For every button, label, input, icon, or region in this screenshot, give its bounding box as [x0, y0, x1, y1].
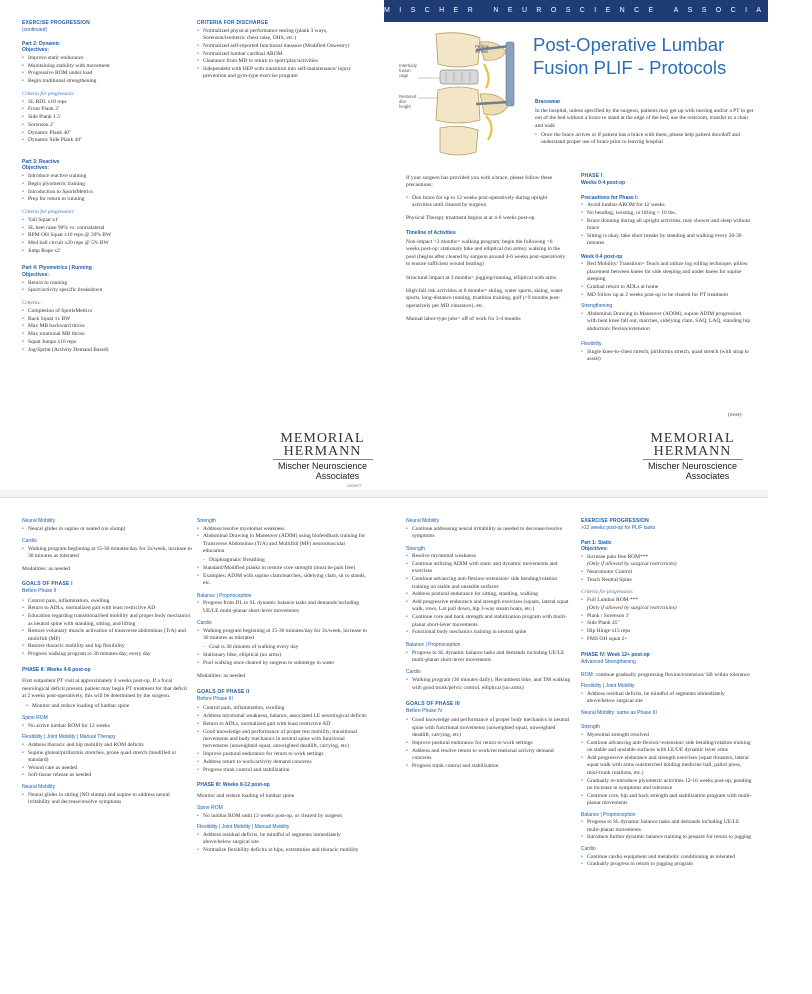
section-heading: CRITERIA FOR DISCHARGE	[197, 20, 269, 26]
list-item: • Control pain, inflammation, swelling	[22, 598, 192, 605]
list-item: • FMS OH squat 2+	[581, 636, 753, 643]
list-item: • Address residual deficits, be mindful of segments immediately above/below surgical site	[197, 832, 367, 847]
list-item: • Once the brace arrives or if patient has a brace with them, please help patient don/doff and understand proper use of brace prior to leaving hospital	[535, 132, 755, 147]
list-item: • Improve postural endurance for return to work settings	[197, 751, 367, 758]
list-item: • Prep for return to running	[22, 196, 172, 203]
list-item: • Begin traditional strengthening	[22, 78, 172, 85]
list-item: • Soft-tissue release as needed	[22, 772, 192, 779]
list-item: • Examples: ADIM with supine clam/marches, sidelying clam, sit to stands, etc.	[197, 573, 367, 588]
paragraph	[581, 672, 753, 679]
logo-divider	[273, 459, 373, 460]
list-item: • Progress to SL dynamic balance tasks and demands including UE/LE multi-planar short-lever movements	[406, 650, 571, 665]
list-item: • Dynamic Plank 40"	[22, 130, 172, 137]
list-item: • Address residual deficits, be mindful of segments immediately above/below surgical site	[581, 691, 753, 706]
list-item: • Functional body mechanics training in neutral spine	[406, 629, 571, 636]
list-item: • Walking program beginning at 15-30 minutes/day for 3x/week, increase to 30 minutes as tolerated	[22, 546, 192, 561]
page-title	[533, 33, 763, 79]
paragraph: Modalities: as needed	[197, 673, 245, 680]
list-item: • Address myotomal weakness, balance, associated LE neurological deficits	[197, 713, 367, 720]
document-code: 20C0977	[347, 484, 362, 488]
list-item: • Max MB backward throw	[22, 323, 172, 330]
criteria-label: Criteria for progression:	[22, 90, 75, 97]
phase-weeks: Weeks 0-4 post-op	[581, 179, 626, 186]
sub-list	[203, 644, 367, 651]
list-item: • Normalized lumbar cardinal AROM	[197, 51, 367, 58]
criteria-list	[22, 99, 172, 145]
paragraph: If your surgeon has provided you with a brace, please follow these precautions:	[406, 175, 553, 189]
list-item: • Continue core and back strength and stabilization program with multi-planar short-lever movements	[406, 614, 571, 629]
sub-list	[203, 557, 367, 564]
list-item: • Progress walking program to 30 minutes/day, every day	[22, 651, 192, 658]
list-item: • Good knowledge and performance of proper body mechanics in neutral spine with functional movements (unweighted squat, unweighted deadlift, carrying, etc)	[406, 717, 571, 739]
list-item: • Plank / Sorenson 1'	[581, 613, 753, 620]
goals-list	[406, 717, 571, 770]
logo-line: HERMANN	[283, 444, 362, 459]
list-item: • Wound care as needed	[22, 765, 192, 772]
objectives-list	[22, 55, 172, 86]
item-text: Increase pain free ROM***	[587, 554, 649, 560]
objectives-label: Objectives:	[22, 165, 49, 172]
list-item: • Normalized physical performance testing (plank 3 ways, Sorenson/isometric chest raise, OHS, etc.)	[197, 28, 367, 43]
logo-line: Mischer Neuroscience	[647, 461, 738, 471]
precautions-column	[406, 173, 566, 326]
list	[22, 723, 192, 730]
list-item: • Myotomal strength resolved	[581, 732, 753, 739]
logo-divider	[643, 459, 743, 460]
list-item: • Walking program beginning at 15-30 minutes/day for 3x/week, increase to 30 minutes as tolerated	[197, 628, 367, 643]
list-item: • Address/resolve myotomal weakness	[197, 526, 367, 533]
list-item: • Progress from DL to SL dynamic balance tasks and demands including UE/LE multi-planar short-lever movements	[197, 600, 367, 615]
objectives-list	[22, 280, 172, 295]
paragraph: In the hospital, unless specified by the surgeon, patients may get up with nursing and/or a PT to get out of the bed without a brace to stand at the edge of the bed, use the restroom, transfer to a chair and walk	[535, 107, 754, 129]
criteria-label: Criteria:	[22, 299, 41, 306]
list-item: • Continue advancing anti-flexion/-extension/ side bending/rotation training on stable and unstable surfaces with LE/UE dynamic lever arms	[581, 740, 753, 755]
list-item: • SL RDL x10 reps	[22, 99, 172, 106]
list-item: • Don brace for up to 12 weeks post-operatively during upright activities until cleared by surgeon	[406, 195, 566, 210]
section-heading: Strengthening	[581, 303, 613, 310]
list-item: • Walking program (30 minutes daily), Recumbent bike, and TM walking with good trunk/pelvic control, elliptical (no arms)	[406, 677, 571, 692]
objectives-list	[581, 554, 753, 584]
list-item: • Introduce further dynamic balance training to prepare for return to jogging	[581, 834, 753, 841]
memorial-hermann-logo	[270, 432, 375, 481]
paragraph: Modalities: as needed	[22, 565, 70, 572]
paragraph: Monitor and reduce loading of lumbar spine	[197, 792, 295, 799]
list-item: • Stationary bike, elliptical (no arms)	[197, 652, 367, 659]
list-item: • No active lumbar ROM for 12 weeks	[22, 723, 192, 730]
section-heading: Neural Mobility: same as Phase III	[581, 709, 657, 716]
section-heading: Flexibility | Joint Mobility | Manual Therapy	[22, 734, 116, 741]
section-subheading: Advanced Strengthening	[581, 658, 636, 665]
list-item: • Restore thoracic mobility and hip flexibility	[22, 643, 192, 650]
section-heading: Timeline of Activities	[406, 230, 456, 237]
list-item: • Address postural endurance for sitting, standing, walking	[406, 591, 571, 598]
list	[197, 813, 367, 820]
list-item	[581, 597, 753, 612]
list-item: • Side Plank 45"	[581, 620, 753, 627]
part-title: Part 4: Plyometrics | Running	[22, 265, 92, 272]
list-item: • Max rotational MB throw	[22, 331, 172, 338]
logo-line: HERMANN	[653, 444, 732, 459]
list-item: • Begin plyometric training	[22, 181, 172, 188]
vertebra-upper	[436, 33, 506, 67]
top-left-column	[22, 20, 172, 354]
criteria-list	[581, 597, 753, 643]
list-item: • SL heel raise 90% vs. contralateral	[22, 225, 172, 232]
paragraph: Physical Therapy treatment begins at at 4-6 weeks post-op	[406, 214, 535, 221]
section-heading: Strength	[197, 518, 216, 524]
list	[406, 526, 571, 541]
list-item: • Return to ADLs, normalized gait with least restrictive AD	[22, 605, 192, 612]
strengthening-list	[581, 311, 751, 333]
list-item: • Restore voluntary muscle activation of transverse abdominus (TrA) and multifidi (MF)	[22, 628, 192, 643]
list-item	[581, 554, 753, 569]
section-heading: GOALS OF PHASE I	[22, 581, 73, 588]
vertebra-lower	[436, 87, 508, 155]
list-item: - Goal is 30 minutes of walking every day	[203, 644, 367, 651]
bottom-sheet	[0, 497, 768, 994]
section-subheading: Before Phase III	[197, 695, 233, 702]
list	[581, 691, 753, 706]
section-heading: Cardio	[406, 669, 421, 676]
section-heading: Precautions for Phase I:	[581, 194, 639, 201]
section-heading: EXERCISE PROGRESSION	[22, 20, 90, 26]
paragraph: Non-impact <3 months= walking program; begin the following >6 weeks post-op: stationary bike and elliptical (no arms); walking in the pool (begins after cleared by surgeon around 4-6 weeks post-operatively to ensure sufficient wound healing)	[406, 238, 566, 268]
list-item: • Dynamic Side Plank 40"	[22, 137, 172, 144]
list-item: • Address and resolve return to work/recreational activity demand concerns	[406, 748, 571, 763]
section-heading: PHASE III: Weeks 8-12 post-op	[197, 781, 270, 788]
list-item: • Gradual return to ADLs at home	[581, 284, 751, 291]
section-heading: GOALS OF PHASE II	[197, 688, 250, 695]
list-item: • Jump Rope x2'	[22, 248, 172, 255]
list-item: • Progressive ROM under load	[22, 70, 172, 77]
list-item: • Improve static endurance	[22, 55, 172, 62]
paragraph: Manual labor-type jobs= off of work for 3-4 months	[406, 316, 521, 323]
list-item: • Front Plank 2'	[22, 106, 172, 113]
discharge-column	[197, 20, 367, 81]
list	[581, 854, 753, 869]
title-line: Post-Operative Lumbar	[533, 34, 725, 55]
list-item: • Side Plank 1.5'	[22, 114, 172, 121]
list-item: • Improve postural endurance for return to work settings	[406, 740, 571, 747]
section-heading: PHASE II: Weeks 4-8 post-op	[22, 666, 91, 673]
part-title: Part 2: Dynamic	[22, 40, 60, 47]
list-item: • Med ball circuit x20 reps @ 5% BW	[22, 240, 172, 247]
section-heading: Flexibility | Joint Mobility	[581, 683, 635, 690]
bottom-column-4	[581, 518, 753, 869]
list-item: • Teach Neutral Spine	[581, 577, 753, 584]
criteria-list	[22, 217, 172, 255]
bracewear-section	[535, 99, 755, 147]
logo-line: Associates	[685, 471, 730, 481]
section-heading: Cardio	[197, 620, 212, 627]
list-item: • RPM OH Squat x10 reps @ 20% BW	[22, 232, 172, 239]
bottom-column-2	[197, 518, 367, 855]
list-item: • Sport/activity specific breakdown	[22, 287, 172, 294]
list-item: • Resolve myotomal weakness	[406, 553, 571, 560]
list-item: • Progress trunk control and stabilization	[406, 763, 571, 770]
list	[406, 553, 571, 636]
list-item: • Bed Mobility/ Transition= Teach and utilize log rolling technique; pillow placement between knees for side sleeping and under knees for supine sleeping	[581, 261, 751, 283]
section-heading: Neural Mobility	[22, 518, 56, 524]
criteria-list	[22, 308, 172, 354]
criteria-label: Criteria for progression:	[581, 589, 634, 596]
logo-line: Mischer Neuroscience	[277, 461, 368, 471]
list-item: • Single knee-to-chest stretch, piriformis stretch, quad stretch (with strap to assist)	[581, 349, 751, 364]
list-item: • Introduction to SportsMetrics	[22, 189, 172, 196]
interbody-cage	[440, 70, 478, 84]
flexibility-list	[581, 349, 751, 364]
figure-label-pedicle: Pedicle screws	[475, 44, 490, 54]
restriction-note: (Only if allowed by surgical restrictions)	[587, 561, 677, 568]
paragraph: Structural impact at 3 months= jogging/running, elliptical with arms	[406, 274, 557, 281]
list-item: • Normalized self-reported functional measure (Modified Oswestry)	[197, 43, 367, 50]
item-text: Full Lumbar ROM ***	[587, 597, 639, 604]
list-item: • Control pain, inflammation, swelling	[197, 705, 367, 712]
list-item: • Independent with HEP with transition into self-maintenance/ injury prevention and gym-type exercise program	[197, 66, 367, 81]
rom-label: ROM:	[581, 671, 595, 678]
list	[197, 652, 367, 667]
discharge-list	[197, 28, 367, 81]
list-item: • Supine gluteal/piriformis stretches, prone quad stretch (modified or standard)	[22, 750, 192, 765]
list-item: • Normalize flexibility deficits in hips, extremities and thoracic mobility	[197, 847, 367, 854]
objectives-list	[22, 173, 172, 204]
list-item: • Standard/Modified planks to restore core strength (must be pain free)	[197, 565, 367, 572]
list-item: • Neural glides in supine or seated (no slump)	[22, 526, 192, 533]
list-item: • Education regarding transitional/bed mobility and proper body mechanics as neutral spine with standing, sitting, and lifting	[22, 613, 192, 628]
list-item: • No bending, twisting, or lifting > 10 lbs.	[581, 210, 751, 217]
list	[197, 565, 367, 588]
org-banner: MISCHER NEUROSCIENCE ASSOCIATES	[384, 0, 768, 22]
list-item: • Return to ADLs, normalized gait with least restrictive AD	[197, 721, 367, 728]
logo-line: MEMORIAL	[650, 431, 735, 446]
list-item: • Completion of SportsMetrics	[22, 308, 172, 315]
bottom-column-1	[22, 518, 192, 807]
list	[26, 703, 192, 710]
bottom-column-3	[406, 518, 571, 771]
section-subheading: Before Phase II	[22, 587, 57, 594]
section-subheading: >12 weeks post-op for PLIF tasks	[581, 524, 656, 531]
list-item: • Progress trunk control and stabilization	[197, 767, 367, 774]
list-item: • Hip Hinge x15 reps	[581, 628, 753, 635]
list-item: • Progress to SL dynamic balance tasks and demands including UE/LE multi-planar movements	[581, 819, 753, 834]
objectives-label: Objectives:	[22, 47, 49, 54]
objectives-label: Objectives:	[581, 546, 608, 553]
list-item: • Sitting is okay, take short breaks by standing and walking every 20-30 minutes	[581, 233, 751, 248]
list	[197, 832, 367, 855]
list-item: • Maintaining stability with movement	[22, 63, 172, 70]
list-item: • Continue core, hip and back strength and stabilization program with multi-planar movements	[581, 793, 753, 808]
list-item: • Back Squat 1x BW	[22, 316, 172, 323]
list-item: • Return to running	[22, 280, 172, 287]
list	[406, 650, 571, 665]
list-item: • Clearance from MD to return to sport/play/activities	[197, 58, 367, 65]
precautions-list	[581, 202, 751, 247]
goals-list	[197, 705, 367, 774]
list	[22, 792, 192, 807]
part-title: Part 1: Static	[581, 539, 612, 546]
week-list	[581, 261, 751, 299]
list	[22, 742, 192, 780]
list-item: • Address return to work/activity demand concerns	[197, 759, 367, 766]
list	[406, 677, 571, 692]
list-item: • Pool walking once cleared by surgeon to submerge in water	[197, 660, 367, 667]
section-heading: Strength	[581, 724, 600, 731]
list-item: • Abdominal Drawing in Maneuver (ADIM) using biofeedback training for Transverse Abdominus (TrA) and Multifidi (MF) neuromuscular education	[197, 533, 367, 555]
list-item: • Continue addressing neural irritability as needed to decrease/resolve symptoms	[406, 526, 571, 541]
list-item: • Introduce reactive training	[22, 173, 172, 180]
section-heading: Flexibility	[581, 341, 602, 348]
list-item: • Brace donning during all upright activities, may shower and sleep without brace	[581, 218, 751, 233]
section-heading: Spine ROM	[22, 714, 48, 721]
section-heading: EXERCISE PROGRESSION	[581, 518, 649, 524]
section-subheading: Before Phase IV	[406, 707, 443, 714]
objectives-label: Objectives:	[22, 272, 49, 278]
list-item: • No lumbar ROM until 12 weeks post-op, or cleared by surgeon	[197, 813, 367, 820]
section-heading: Balance | Proprioception	[581, 811, 636, 818]
section-heading: Cardio	[581, 845, 596, 852]
goals-list	[22, 598, 192, 659]
brace-list	[406, 195, 566, 210]
list-item: • MD follow up at 2 weeks post-op to be cleared for PT treatment	[581, 292, 751, 299]
list-item: • Abdominal Drawing in Maneuver (ADIM), supine ADIM progression with bent knee fall out, marches, sidelying clam, SAQ, LAQ, standing hip abduction/ flexion/extension	[581, 311, 751, 333]
memorial-hermann-logo	[640, 432, 745, 481]
section-heading: Cardio	[22, 538, 37, 545]
title-line: Fusion PLIF - Protocols	[533, 57, 727, 78]
section-heading: Strength	[406, 545, 425, 552]
over-note: (over)	[728, 412, 742, 418]
list	[22, 546, 192, 561]
list-item: • Avoid lumbar AROM for 12 weeks	[581, 202, 751, 209]
phase-one-column	[581, 173, 751, 364]
list-item: • Add progressive endurance and strength exercises (squat thrusters, lateral squat walk with arms outstretched holding medicine ball, pallof press, mini-trunk rotations, etc.)	[581, 755, 753, 777]
list	[197, 628, 367, 643]
section-heading: GOALS OF PHASE III	[406, 700, 460, 707]
list-item: • Add progressive endurance and strength exercises (squats, lateral squat walk, rows, Lat pull down, hip 3-way steam boats, etc.)	[406, 599, 571, 614]
list-item: • Continue utilizing ADIM with static and dynamic movements and exercises	[406, 561, 571, 576]
paragraph: First outpatient PT visit at approximately 4 weeks post-op. If a focal neurological deficit present, patient may begin PT treatment for that deficit at 2 weeks post-operatively, this will be determined by the surgeon.	[22, 678, 187, 700]
list-item: • Continue cardio equipment and metabolic conditioning as tolerated	[581, 854, 753, 861]
list	[197, 600, 367, 615]
list-item: • Continue advancing anti-flexion/-extension/ side bending/rotation training on stable and unstable surfaces	[406, 576, 571, 591]
list-item: • Monitor and reduce loading of lumbar spine	[26, 703, 192, 710]
section-heading: PHASE IV: Week 12+ post-op	[581, 652, 650, 659]
list	[197, 526, 367, 556]
section-heading: Balance | Proprioception	[406, 641, 461, 648]
section-heading: Neural Mobility	[406, 518, 440, 524]
list-item: • Neural glides in sitting (NO slump) and supine to address neural irritability and decrease/resolve symptoms	[22, 792, 192, 807]
list-item: • Squat Jumps x10 reps	[22, 339, 172, 346]
logo-line: Associates	[315, 471, 360, 481]
bracewear-list	[535, 132, 755, 147]
list-item: • Address thoracic and hip mobility and ROM deficits	[22, 742, 192, 749]
list-item: • Neuromotor Control	[581, 569, 753, 576]
figure-label-disc: Restored disc height	[399, 94, 417, 109]
phase-label: PHASE I	[581, 173, 603, 179]
section-heading: Spine ROM	[197, 805, 223, 812]
list-item: • Gradually progress to return to jogging program	[581, 861, 753, 868]
list	[581, 732, 753, 807]
section-heading: Balance | Proprioception	[197, 592, 252, 599]
list-item: • Gradually re-introduce plyometric activities 12-16 weeks post-op, pending no increase in symptoms and tolerance	[581, 778, 753, 793]
list	[22, 526, 192, 533]
figure-label-cage: Interbody fusion cage	[399, 63, 417, 78]
part-title: Part 3: Reactive	[22, 158, 60, 165]
rom-text: continue gradually progressing flexion/extension/ SB within tolerance	[595, 671, 750, 678]
section-heading: Bracewear	[535, 99, 561, 105]
section-heading: Neural Mobility	[22, 783, 56, 790]
list-item: - Diaphragmatic Breathing	[203, 557, 367, 564]
paragraph: High-fall risk activities at 6 months= skiing, water sports, skiing, water sports, long-distance running, triathlon training, golf (>9 months post-operatively per MD clearance), etc.	[406, 287, 563, 309]
section-heading: Week 0-4 post-op	[581, 253, 623, 260]
section-subheading: (continued)	[22, 26, 48, 33]
criteria-label: Criteria for progression:	[22, 208, 75, 215]
restriction-note: (Only if allowed by surgical restrictions)	[587, 604, 677, 611]
list-item: • Sorenson 2'	[22, 122, 172, 129]
section-heading: Flexibility | Joint Mobility | Manual Mobility	[197, 824, 290, 831]
list	[581, 819, 753, 842]
list-item: • Vail Squat x1'	[22, 217, 172, 224]
logo-line: MEMORIAL	[280, 431, 365, 446]
list-item: • Jog/Sprint (Activity Demand Based)	[22, 347, 172, 354]
list-item: • Good knowledge and performance of proper test mobility, transitional movements and body mechanics in neutral spine with functional movements (unweighted squat, unweighted deadlift, carrying, etc)	[197, 729, 367, 751]
